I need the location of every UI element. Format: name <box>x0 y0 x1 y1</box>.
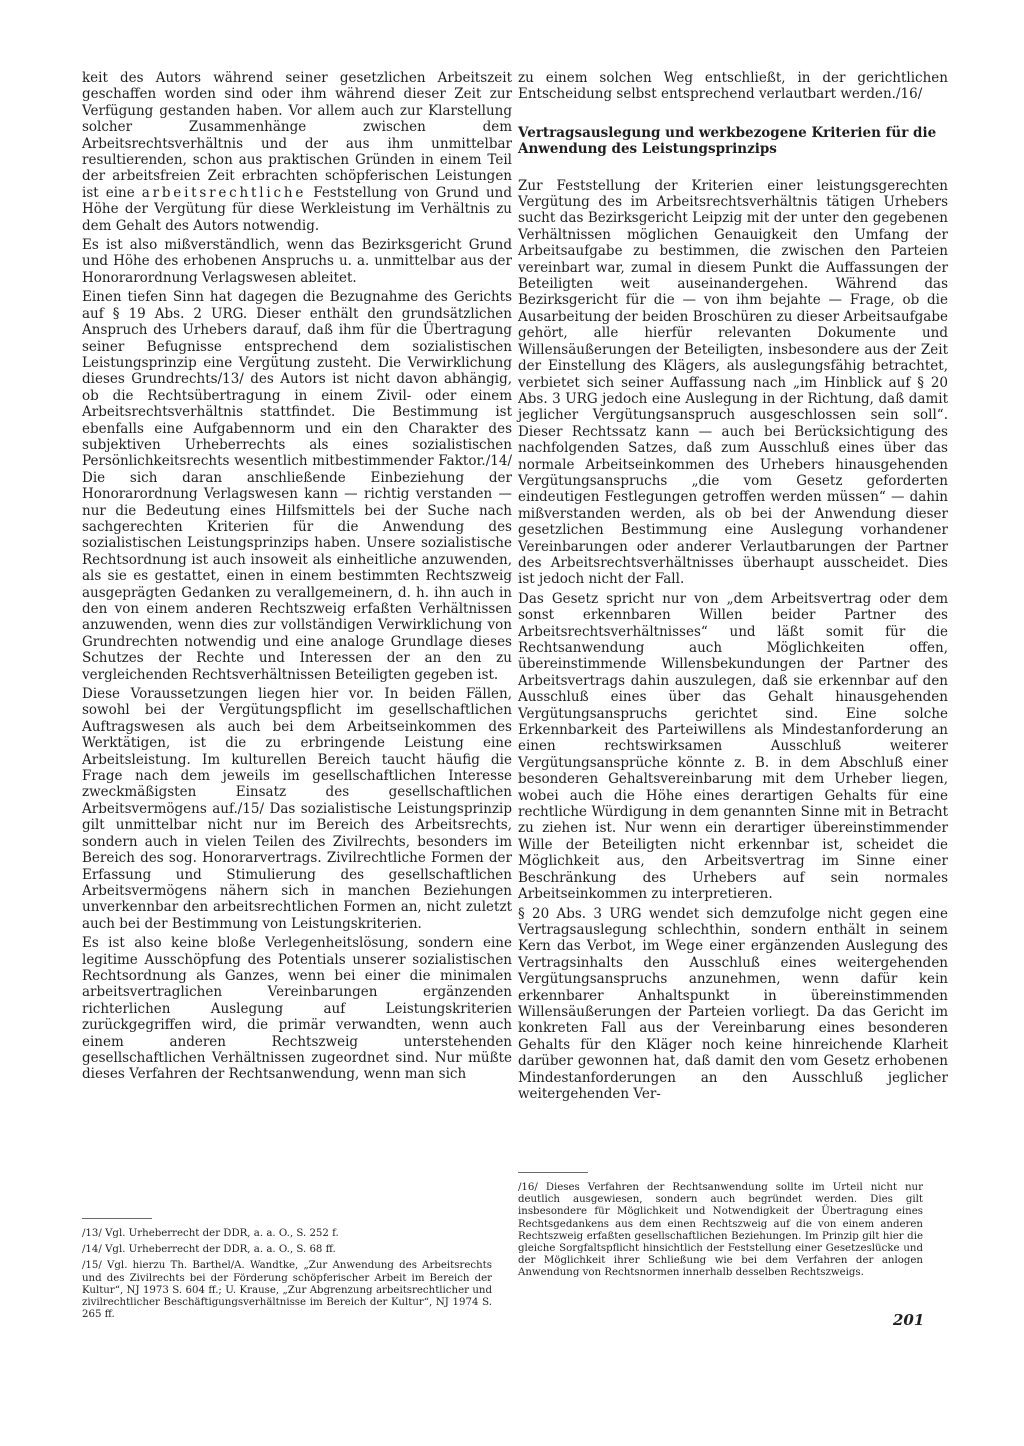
paragraph: Es ist also mißverständlich, wenn das Bezirksgericht Grund und Höhe des erhobenen Anspruchs u. a. unmittelbar aus der Honorarordnung Verlagswesen ableitet. <box>82 237 512 286</box>
paragraph-text: Feststellung von Grund und Höhe der Vergütung für diese Werkleistung im Verhältnis zu dem Gehalt des Autors notwendig. <box>82 184 513 234</box>
right-column <box>518 70 948 1105</box>
page-number: 201 <box>893 1311 925 1329</box>
spaced-term: arbeitsrechtliche <box>141 184 307 201</box>
section-heading: Vertragsauslegung und werkbezogene Kriterien für die Anwendung des Leistungsprinzips <box>518 124 937 158</box>
paragraph <box>82 70 512 234</box>
footnote-divider <box>82 1218 152 1219</box>
paragraph-text: keit des Autors während seiner gesetzlichen Arbeitszeit geschaffen worden sind oder ihm während dieser Zeit zur Verfügung gestanden haben. Vor allem auch zur Klarstellung solcher Zusammenhänge zwischen dem Arbeitsrechtsverhältnis und der aus ihm unmittelbar resultierenden, schon aus praktischen Gründen in einem Teil der arbeitsfreien Zeit erbrachten schöpferischen Leistungen ist eine <box>82 70 512 201</box>
left-column <box>82 70 512 1086</box>
footnotes-right <box>518 1182 923 1284</box>
paragraph: Zur Feststellung der Kriterien einer leistungsgerechten Vergütung des im Arbeitsrechtsverhältnis tätigen Urhebers sucht das Bezirksgericht Leipzig mit der unter den gegebenen Verhältnissen möglichen Genauigkeit den Umfang der Arbeitsaufgabe zu bestimmen, die zwischen den Parteien vereinbart war, zumal in diesem Punkt die Auffassungen der Beteiligten weit auseinandergehen. Während das Bezirksgericht für die — von ihm bejahte — Frage, ob die Ausarbeitung der beiden Broschüren zu dieser Arbeitsaufgabe gehört, alle hierfür relevanten Dokumente und Willensäußerungen der Beteiligten, insbesondere aus der Zeit der Einstellung des Klägers, als auslegungsfähig betrachtet, verbietet sich seiner Auffassung nach „im Hinblick auf § 20 Abs. 3 URG jedoch eine Auslegung in der Richtung, daß damit jeglicher Vergütungsanspruch ausgeschlossen sein soll“. Dieser Rechtssatz kann — auch bei Berücksichtigung des nachfolgenden Satzes, daß zum Ausschluß eines über das normale Arbeitseinkommen des Urhebers hinausgehenden Vergütungsanspruchs „die vom Gesetz geforderten eindeutigen Festlegungen getroffen werden müssen“ — dahin mißverstanden werden, als ob bei der Anwendung dieser gesetzlichen Bestimmung eine Auslegung vorhandener Vereinbarungen oder anderer Verlautbarungen der Partner des Arbeitsrechtsverhältnisses überhaupt ausscheidet. Dies ist jedoch nicht der Fall. <box>518 177 948 588</box>
paragraph: zu einem solchen Weg entschließt, in der gerichtlichen Entscheidung selbst entsprechend verlautbart werden./16/ <box>518 70 948 103</box>
paragraph: Es ist also keine bloße Verlegenheitslösung, sondern eine legitime Ausschöpfung des Potentials unserer sozialistischen Rechtsordnung als Ganzes, wenn bei einer die minimalen arbeitsvertraglichen Vereinbarungen ergänzenden richterlichen Auslegung auf Leistungskriterien zurückgegriffen wird, die primär verwandten, wenn auch einem anderen Rechtszweig unterstehenden gesellschaftlichen Verhältnissen zugeordnet sind. Nur müßte dieses Verfahren der Rechtsanwendung, wenn man sich <box>82 935 512 1083</box>
footnote-divider <box>518 1172 588 1173</box>
paragraph: Das Gesetz spricht nur von „dem Arbeitsvertrag oder dem sonst erkennbaren Willen beider Partner des Arbeitsrechtsverhältnisses“ und läßt somit für die Rechtsanwendung auch Möglichkeiten offen, übereinstimmende Willensbekundungen der Partner des Arbeitsvertrags dahin auszulegen, daß sie erkennbar auf den Ausschluß eines über das Gehalt hinausgehenden Vergütungsanspruchs gerichtet sind. Eine solche Erkennbarkeit des Parteiwillens als Mindestanforderung an einen rechtswirksamen Ausschluß weiterer Vergütungsansprüche könnte z. B. in dem Abschluß einer besonderen Gehaltsvereinbarung mit dem Urheber liegen, wobei auch die Höhe eines derartigen Gehalts für eine rechtliche Würdigung in dem genannten Sinne mit in Betracht zu ziehen ist. Nur wenn ein derartiger übereinstimmender Wille der Beteiligten nicht erkennbar ist, scheidet die Möglichkeit aus, den Arbeitsvertrag im Sinne einer Beschränkung des Urhebers auf sein normales Arbeitseinkommen zu interpretieren. <box>518 590 948 903</box>
footnote: /16/ Dieses Verfahren der Rechtsanwendung sollte im Urteil nicht nur deutlich ausgewiesen, sondern auch begründet werden. Dies gilt insbesondere für Möglichkeit und Notwendigkeit der Übertragung eines Rechtsgedankens aus dem einen Rechtszweig auf die von einem anderen Rechtszweig erfaßten gesellschaftlichen Beziehungen. Im Prinzip gilt hier die gleiche Sorgfaltspflicht hinsichtlich der Feststellung einer Gesetzeslücke und der Möglichkeit ihrer Schließung wie bei dem Verfahren der anlogen Anwendung von Rechtsnormen innerhalb desselben Rechtszweigs. <box>518 1182 923 1279</box>
paragraph: Einen tiefen Sinn hat dagegen die Bezugnahme des Gerichts auf § 19 Abs. 2 URG. Dieser enthält den grundsätzlichen Anspruch des Urhebers darauf, daß ihm für die Übertragung seiner Befugnisse entsprechend dem sozialistischen Leistungsprinzip eine Vergütung zusteht. Die Verwirklichung dieses Grundrechts/13/ des Autors ist nicht davon abhängig, ob die Rechtsübertragung in einem Zivil- oder einem Arbeitsrechtsverhältnis stattfindet. Die Bestimmung ist ebenfalls eine Aufgabennorm und ein den Charakter des subjektiven Urheberrechts als eines sozialistischen Persönlichkeitsrechts wesentlich mitbestimmender Faktor./14/ Die sich daran anschließende Einbeziehung der Honorarordnung Verlagswesen kann — richtig verstanden — nur die Bedeutung eines Hilfsmittels bei der Suche nach sachgerechten Kriterien für die Anwendung des sozialistischen Leistungsprinzips haben. Unsere sozialistische Rechtsordnung ist auch insoweit als einheitliche anzuwenden, als sie es gestattet, einen in einem bestimmten Rechtszweig ausgeprägten Gedanken zu verallgemeinern, d. h. ihn auch in den von einem anderen Rechtszweig erfaßten Verhältnissen anzuwenden, wenn dies zur vollständigen Verwirklichung von Grundrechten notwendig und eine analoge Grundlage dieses Schutzes der Rechte und Interessen der an den zu vergleichenden Rechtsverhältnissen Beteiligten gegeben ist. <box>82 289 512 683</box>
footnote: /15/ Vgl. hierzu Th. Barthel/A. Wandtke, „Zur Anwendung des Arbeitsrechts und des Zivilrechts bei der Förderung schöpferischer Arbeit im Bereich der Kultur“, NJ 1973 S. 604 ff.; U. Krause, „Zur Abgrenzung arbeitsrechtlicher und zivilrechtlicher Beschäftigungsverhältnisse im Bereich der Kultur“, NJ 1974 S. 265 ff. <box>82 1260 492 1321</box>
paragraph: Diese Voraussetzungen liegen hier vor. In beiden Fällen, sowohl bei der Vergütungspflicht im gesellschaftlichen Auftragswesen als auch bei dem Arbeitseinkommen des Werktätigen, ist die zu erbringende Leistung eine Arbeitsleistung. Im kulturellen Bereich taucht häufig die Frage nach dem jeweils im gesellschaftlichen Interesse zweckmäßigsten Einsatz des gesellschaftlichen Arbeitsvermögens auf./15/ Das sozialistische Leistungsprinzip gilt unmittelbar nicht nur im Bereich des Arbeitsrechts, sondern auch in vielen Teilen des Zivilrechts, besonders im Bereich des sog. Honorarvertrags. Zivilrechtliche Formen der Erfassung und Stimulierung des gesellschaftlichen Arbeitsvermögens nähern sich in manchen Beziehungen unverkennbar den arbeitsrechtlichen Formen an, nicht zuletzt auch bei der Bestimmung von Leistungskriterien. <box>82 686 512 932</box>
paragraph: § 20 Abs. 3 URG wendet sich demzufolge nicht gegen eine Vertragsauslegung schlechthin, sondern enthält in seinem Kern das Verbot, im Wege einer ergänzenden Auslegung des Vertragsinhalts den Ausschluß eines weitergehenden Vergütungsanspruchs anzunehmen, wenn dafür kein erkennbarer Anhaltspunkt in übereinstimmenden Willensäußerungen der Parteien vorliegt. Da das Gericht im konkreten Fall aus der Vereinbarung eines besonderen Gehalts für den Kläger noch keine hinreichende Klarheit darüber gewonnen hat, daß damit den vom Gesetz erhobenen Mindestanforderungen an den Ausschluß jeglicher weitergehenden Ver- <box>518 905 948 1102</box>
footnote: /14/ Vgl. Urheberrecht der DDR, a. a. O., S. 68 ff. <box>82 1244 336 1256</box>
footnotes-left <box>82 1228 492 1325</box>
footnote: /13/ Vgl. Urheberrecht der DDR, a. a. O., S. 252 f. <box>82 1228 339 1239</box>
